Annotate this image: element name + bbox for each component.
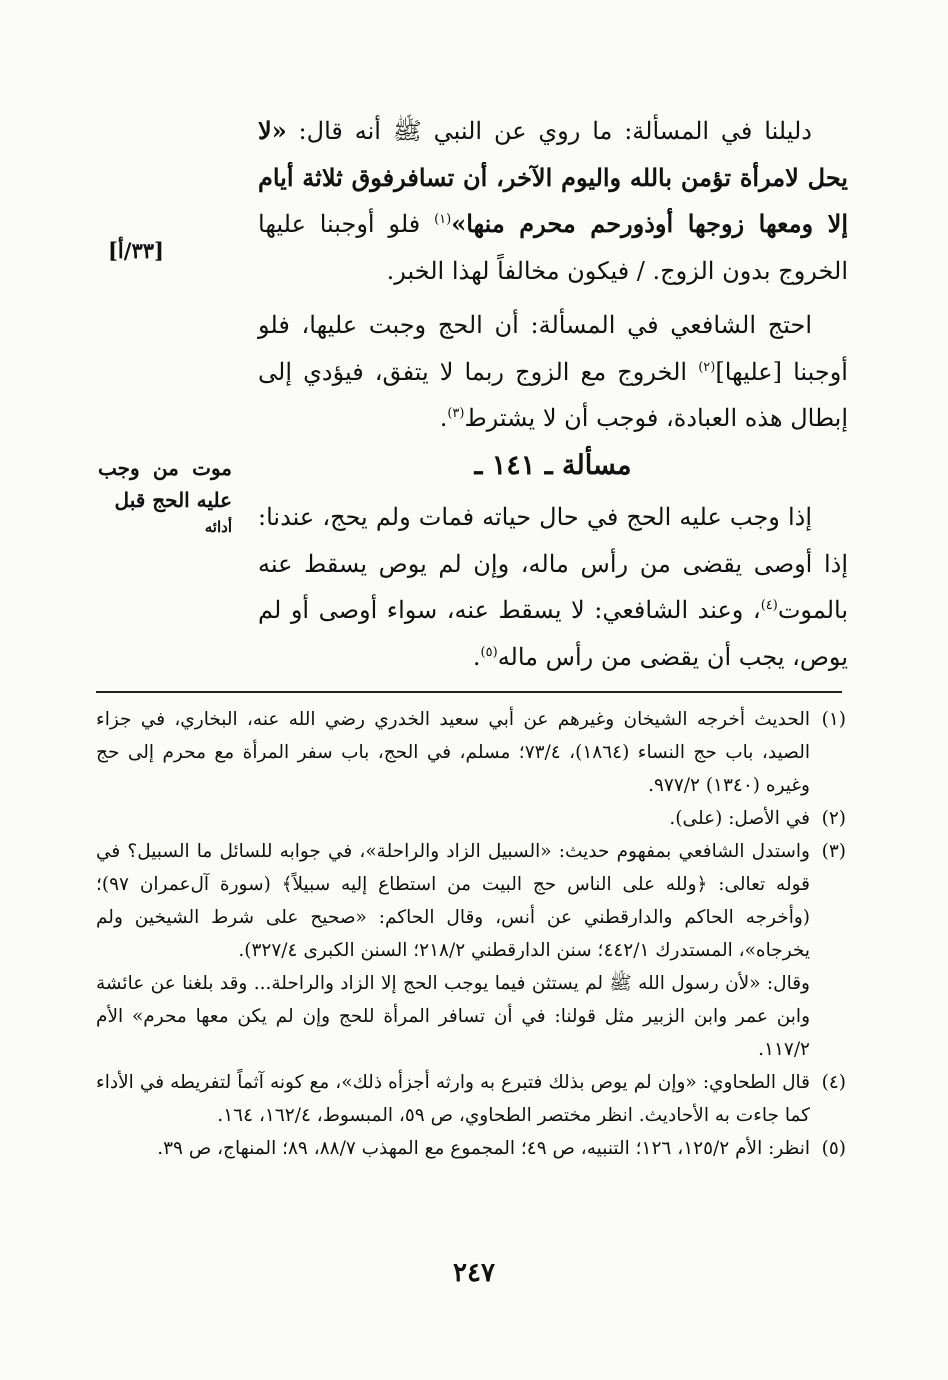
- footnote-marker: (٥): [480, 644, 498, 660]
- footnote-number: (٥): [821, 1138, 846, 1159]
- footnotes: [96, 703, 846, 1165]
- footnote-2: [96, 802, 846, 835]
- footnote-text: وقال: «لأن رسول الله ﷺ لم يستثن فيما يوجب الحج إلا الزاد والراحلة... وقد بلغنا عن عائشة وابن عمر وابن الزبير مثل قولنا: في أن تسافر المرأة للحج وإن لم يكن معها محرم» الأم ١١٧/٢.: [96, 973, 810, 1060]
- paragraph-evidence: [258, 108, 848, 294]
- footnote-5: [96, 1132, 846, 1165]
- footnote-marker: (٤): [760, 598, 778, 613]
- footnote-text: واستدل الشافعي بمفهوم حديث: «السبيل الزاد والراحلة»، في جوابه للسائل ما السبيل؟ في قوله تعالى: ﴿ولله على الناس حج البيت من استطاع إليه سبيلاً﴾ (سورة آل‌عمران ٩٧)؛ (وأخرجه الحاكم والدارقطني عن أنس، وقال الحاكم: «صحيح على شرط الشيخين ولم يخرجاه»، المستدرك ٤٤٢/١؛ سنن الدارقطني ٢١٨/٢؛ السنن الكبرى ٣٢٧/٤).: [96, 841, 810, 961]
- footnote-marker: (١): [434, 212, 452, 227]
- footnote-number: (٢): [821, 808, 846, 829]
- footnote-marker: (٣): [447, 406, 465, 421]
- paragraph-shafii-argument: [258, 302, 848, 442]
- main-text-issue: [258, 494, 848, 680]
- margin-side-heading: [98, 452, 232, 538]
- text-span: احتج الشافعي في المسألة: أن الحج وجبت عليها، فلو أوجبنا [عليها]: [258, 311, 848, 386]
- text-span: ، وعند الشافعي: لا يسقط عنه، سواء أوصى أو لم يوص، يجب أن يقضى من رأس ماله: [258, 596, 848, 671]
- footnote-text: الحديث أخرجه الشيخان وغيرهم عن أبي سعيد الخدري رضي الله عنه، البخاري، في جزاء الصيد، باب حج النساء (١٨٦٤)، ٧٣/٤؛ مسلم، في الحج، باب سفر المرأة مع محرم إلى حج وغيره (١٣٤٠) ٩٧٧/٢.: [96, 709, 810, 796]
- text-span: إذا وجب عليه الحج في حال حياته فمات ولم يحج، عندنا: إذا أوصى يقضى من رأس ماله، وإن لم يوص يسقط عنه بالموت: [258, 503, 848, 624]
- footnote-marker: (٢): [698, 359, 716, 375]
- footnote-text: في الأصل: (على).: [669, 808, 810, 829]
- side-heading-text-last: أدائه: [204, 518, 232, 536]
- footnote-4: [96, 1066, 846, 1132]
- footnote-text: انظر: الأم ١٢٥/٢، ١٢٦؛ التنبيه، ص ٤٩؛ المجموع مع المهذب ٨٨/٧، ٨٩؛ المنهاج، ص ٣٩.: [157, 1138, 810, 1159]
- text-span: فلو أوجبنا عليها الخروج بدون الزوج. / فيكون مخالفاً لهذا الخبر.: [258, 210, 848, 285]
- footnote-number: (٤): [821, 1072, 846, 1093]
- footnote-number: (٣): [821, 841, 846, 862]
- text-span: دليلنا في المسألة: ما روي عن النبي ﷺ أنه قال:: [286, 117, 812, 145]
- text-span: .: [472, 642, 481, 671]
- main-text-top: [258, 108, 848, 442]
- side-heading-text: موت من وجب عليه الحج قبل: [98, 456, 232, 512]
- footnote-separator: [96, 691, 842, 693]
- page-number: ٢٤٧: [453, 1258, 495, 1288]
- footnote-number: (١): [821, 709, 846, 730]
- text-span: .: [439, 404, 448, 432]
- footnote-1: [96, 703, 846, 802]
- margin-manuscript-reference: [٣٣/أ]: [108, 238, 164, 263]
- hadith-quote: «لا يحل لامرأة تؤمن بالله واليوم الآخر، أن تسافرفوق ثلاثة أيام إلا ومعها زوجها أوذورحم محرم منها»: [258, 116, 848, 238]
- paragraph-issue: [258, 494, 848, 680]
- issue-heading: مسألة ـ ١٤١ ـ: [474, 450, 632, 481]
- text-span: الخروج مع الزوج ربما لا يتفق، فيؤدي إلى إبطال هذه العبادة، فوجب أن لا يشترط: [258, 357, 848, 432]
- footnote-text: قال الطحاوي: «وإن لم يوص بذلك فتبرع به وارثه أجزأه ذلك»، مع كونه آثماً لتفريطه في الأداء كما جاءت به الأحاديث. انظر مختصر الطحاوي، ص ٥٩، المبسوط، ١٦٢/٤، ١٦٤.: [96, 1072, 810, 1126]
- footnote-3: [96, 835, 846, 1066]
